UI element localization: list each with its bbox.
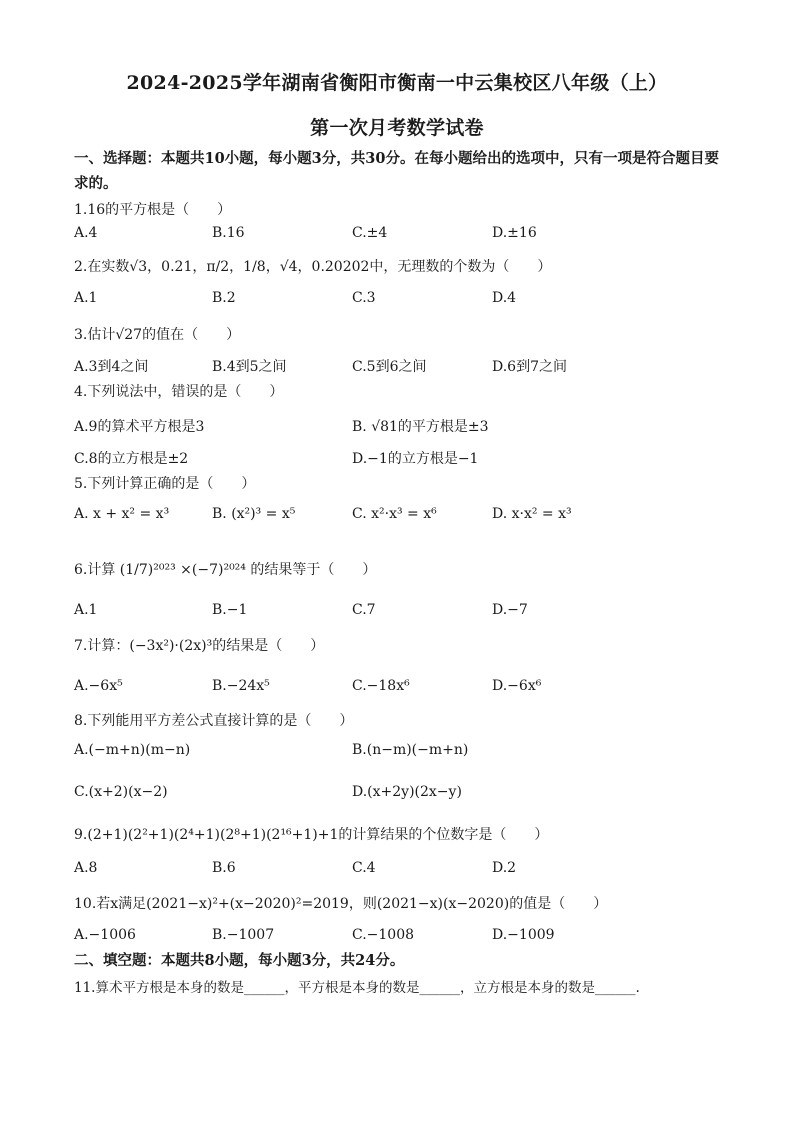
question-9-options [74,860,724,882]
question-4-options-row2 [74,448,724,470]
question-6-option-a: A.1 [74,602,98,618]
question-6-stem: 6.计算 (1/7)²⁰²³ ×(−7)²⁰²⁴ 的结果等于（ ） [74,562,377,578]
question-5-option-b: B. (x²)³ = x⁵ [212,506,296,522]
question-10-option-d: D.−1009 [492,927,555,943]
question-8-options-row2 [74,784,724,806]
question-3-option-a: A.3到4之间 [74,359,149,375]
question-4-options-row1 [74,416,724,438]
section2-heading: 二、填空题：本题共8小题，每小题3分，共24分。 [74,952,405,969]
question-11-stem: 11.算术平方根是本身的数是______，平方根是本身的数是______，立方根是本身的数是______. [74,980,640,996]
question-4-stem: 4.下列说法中，错误的是（ ） [74,384,284,400]
question-5-stem: 5.下列计算正确的是（ ） [74,476,256,492]
exam-title-line2: 第一次月考数学试卷 [310,117,484,139]
question-5-options [74,506,724,528]
question-7-options [74,678,724,700]
question-8-option-c: C.(x+2)(x−2) [74,784,168,800]
question-8-option-d: D.(x+2y)(2x−y) [352,784,462,800]
question-3-option-d: D.6到7之间 [492,359,567,375]
question-7-option-c: C.−18x⁶ [352,678,410,694]
question-10-stem: 10.若x满足(2021−x)²+(x−2020)²=2019，则(2021−x)(x−2020)的值是（ ） [74,896,608,912]
question-9-option-c: C.4 [352,860,376,876]
question-7-stem: 7.计算：(−3x²)·(2x)³的结果是（ ） [74,638,325,654]
question-2-option-d: D.4 [492,290,517,306]
question-2-option-c: C.3 [352,290,376,306]
question-1-option-c: C.±4 [352,225,388,241]
question-3-option-c: C.5到6之间 [352,359,427,375]
question-8-option-a: A.(−m+n)(m−n) [74,742,191,758]
question-10-option-a: A.−1006 [74,927,136,943]
section1-heading: 一、选择题：本题共10小题，每小题3分，共30分。在每小题给出的选项中，只有一项是符合题目要求的。 [74,150,719,192]
question-5-option-a: A. x + x² = x³ [74,506,170,522]
question-1-option-d: D.±16 [492,225,537,241]
question-4-option-a: A.9的算术平方根是3 [74,419,205,435]
question-10-options [74,927,724,949]
question-3-options [74,356,724,378]
question-1-option-a: A.4 [74,225,98,241]
question-3-option-b: B.4到5之间 [212,359,287,375]
question-1-options [74,225,724,247]
exam-title-line1: 2024-2025学年湖南省衡阳市衡南一中云集校区八年级（上） [126,72,668,94]
question-6-option-c: C.7 [352,602,376,618]
question-3-stem: 3.估计√27的值在（ ） [74,327,241,343]
question-6-option-b: B.−1 [212,602,248,618]
question-8-option-b: B.(n−m)(−m+n) [352,742,469,758]
question-8-options-row1 [74,742,724,764]
question-4-option-c: C.8的立方根是±2 [74,451,189,467]
question-4-option-b: B. √81的平方根是±3 [352,419,489,435]
question-7-option-a: A.−6x⁵ [74,678,123,694]
question-5-option-c: C. x²·x³ = x⁶ [352,506,437,522]
question-7-option-b: B.−24x⁵ [212,678,270,694]
question-4-option-d: D.−1的立方根是−1 [352,451,479,467]
question-6-options [74,602,724,624]
question-2-options [74,290,724,312]
question-1-option-b: B.16 [212,225,245,241]
question-2-option-b: B.2 [212,290,236,306]
question-9-option-d: D.2 [492,860,517,876]
question-10-option-b: B.−1007 [212,927,275,943]
question-2-stem: 2.在实数√3，0.21，π/2，1/8，√4，0.20202中，无理数的个数为（ ） [74,259,552,275]
question-7-option-d: D.−6x⁶ [492,678,542,694]
question-6-option-d: D.−7 [492,602,528,618]
question-10-option-c: C.−1008 [352,927,415,943]
question-9-stem: 9.(2+1)(2²+1)(2⁴+1)(2⁸+1)(2¹⁶+1)+1的计算结果的个位数字是（ ） [74,827,549,843]
question-9-option-a: A.8 [74,860,98,876]
question-5-option-d: D. x·x² = x³ [492,506,572,522]
question-1-stem: 1.16的平方根是（ ） [74,202,232,218]
question-2-option-a: A.1 [74,290,98,306]
question-9-option-b: B.6 [212,860,236,876]
question-8-stem: 8.下列能用平方差公式直接计算的是（ ） [74,713,354,729]
